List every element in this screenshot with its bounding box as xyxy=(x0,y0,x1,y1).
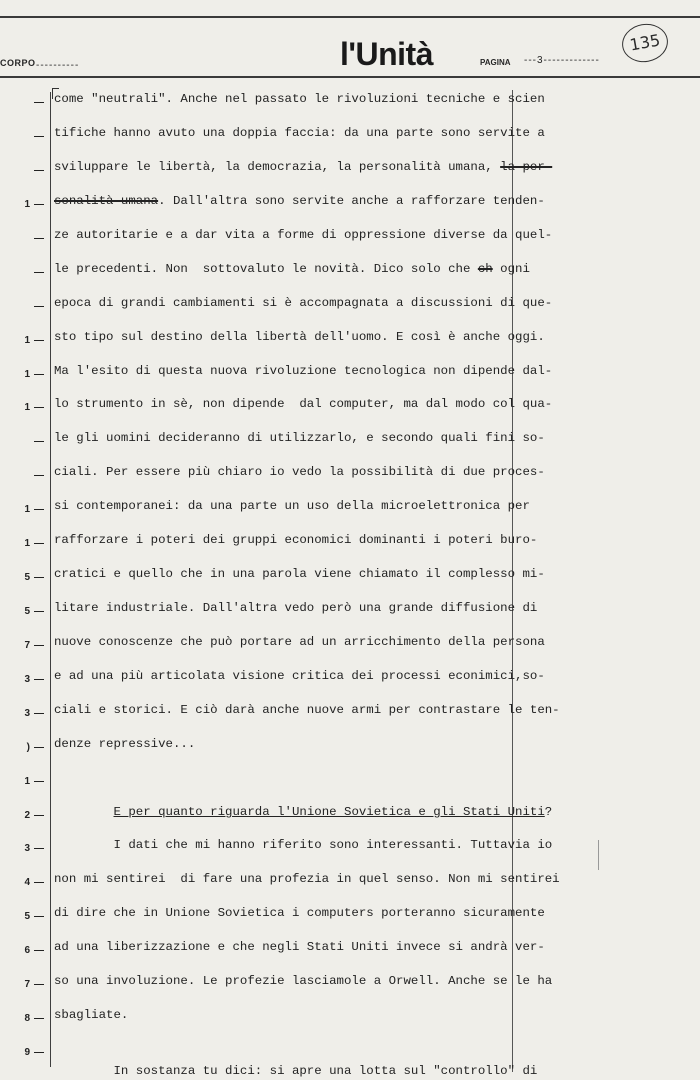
top-rule xyxy=(0,16,700,18)
line-mark-dash: — xyxy=(34,402,44,413)
line-mark xyxy=(0,640,44,651)
text-segment: ze autoritarie e a dar vita a forme di oppressione diverse da quel- xyxy=(54,228,553,242)
line-mark xyxy=(0,776,44,787)
line-mark-dash: — xyxy=(34,369,44,380)
text-segment: lo strumento in sè, non dipende dal computer, ma dal modo col qua- xyxy=(54,397,553,411)
line-mark xyxy=(0,979,44,990)
line-mark-number: 7 xyxy=(24,979,30,990)
text-segment: nuove conoscenze che può portare ad un arricchimento della persona xyxy=(54,635,545,649)
line-mark xyxy=(0,335,44,346)
text-line xyxy=(54,906,545,920)
line-mark-dash: — xyxy=(34,131,44,142)
line-mark xyxy=(0,742,44,753)
line-mark xyxy=(0,504,44,515)
line-mark-dash: — xyxy=(34,572,44,583)
pagina-label: PAGINA xyxy=(480,58,511,67)
text-segment: non mi sentirei di fare una profezia in quel senso. Non mi sentirei xyxy=(54,872,560,886)
line-mark-number: 1 xyxy=(24,369,30,380)
line-mark xyxy=(0,538,44,549)
text-line xyxy=(54,533,537,547)
line-mark-dash: — xyxy=(34,538,44,549)
text-segment: denze repressive... xyxy=(54,737,196,751)
line-mark-dash: — xyxy=(34,674,44,685)
pagina-value: ---3------------- xyxy=(524,55,600,66)
text-line xyxy=(54,1064,537,1078)
line-mark-number: ) xyxy=(26,742,30,753)
line-mark-dash: — xyxy=(34,233,44,244)
text-line xyxy=(54,567,545,581)
line-mark-number: 5 xyxy=(24,572,30,583)
text-segment: epoca di grandi cambiamenti si è accompagnata a discussioni di que- xyxy=(54,296,553,310)
text-line xyxy=(54,465,545,479)
line-mark xyxy=(0,301,44,312)
struck-text: sonalità umana xyxy=(54,194,159,208)
line-mark xyxy=(0,233,44,244)
text-segment: le gli uomini decideranno di utilizzarlo, e secondo quali fini so- xyxy=(54,431,545,445)
text-segment: so una involuzione. Le profezie lasciamole a Orwell. Anche se le ha xyxy=(54,974,553,988)
text-segment xyxy=(54,805,114,819)
line-mark xyxy=(0,1047,44,1058)
line-mark-number: 8 xyxy=(24,1013,30,1024)
corpo-label: CORPO xyxy=(0,58,36,68)
line-mark-number: 3 xyxy=(24,674,30,685)
line-mark-dash: — xyxy=(34,843,44,854)
line-mark-number: 1 xyxy=(24,335,30,346)
line-mark xyxy=(0,572,44,583)
line-mark xyxy=(0,131,44,142)
line-mark xyxy=(0,945,44,956)
text-segment: . Dall'altra sono servite anche a rafforzare tenden- xyxy=(158,194,545,208)
line-mark-dash: — xyxy=(34,267,44,278)
line-mark-number: 3 xyxy=(24,708,30,719)
text-line xyxy=(54,330,545,344)
text-segment: ogni xyxy=(492,262,530,276)
text-segment: In sostanza tu dici: si apre una lotta sul "controllo" di xyxy=(54,1064,538,1078)
text-segment: ? xyxy=(544,805,553,819)
text-segment: di dire che in Unione Sovietica i computers porteranno sicuramente xyxy=(54,906,545,920)
line-mark-number: 5 xyxy=(24,606,30,617)
header-rule xyxy=(0,76,700,78)
line-mark-number: 1 xyxy=(24,538,30,549)
line-mark-number: 1 xyxy=(24,199,30,210)
text-line xyxy=(54,160,552,174)
line-mark xyxy=(0,708,44,719)
text-segment: cratici e quello che in una parola viene chiamato il complesso mi- xyxy=(54,567,545,581)
line-mark xyxy=(0,165,44,176)
line-mark-dash: — xyxy=(34,810,44,821)
line-mark xyxy=(0,843,44,854)
text-line xyxy=(54,364,552,378)
struck-text: la per- xyxy=(500,160,553,174)
line-mark-number: 7 xyxy=(24,640,30,651)
line-mark-number: 1 xyxy=(24,402,30,413)
text-segment: I dati che mi hanno riferito sono interessanti. Tuttavia io xyxy=(54,838,553,852)
text-segment: tifiche hanno avuto una doppia faccia: da una parte sono servite a xyxy=(54,126,545,140)
text-segment: sbagliate. xyxy=(54,1008,129,1022)
text-line xyxy=(54,872,560,886)
text-segment: ad una liberizzazione e che negli Stati Uniti invece si andrà ver- xyxy=(54,940,545,954)
corpo-value: ---------- xyxy=(36,60,80,71)
line-mark xyxy=(0,369,44,380)
line-mark-number: 4 xyxy=(24,877,30,888)
left-margin-line xyxy=(50,92,51,1067)
text-line xyxy=(54,635,545,649)
line-mark-number: 1 xyxy=(24,504,30,515)
text-line xyxy=(54,228,552,242)
text-line xyxy=(54,431,545,445)
page-number-stamp: 135 xyxy=(619,20,671,65)
text-segment: rafforzare i poteri dei gruppi economici dominanti i poteri buro- xyxy=(54,533,538,547)
text-line xyxy=(54,499,530,513)
text-line xyxy=(54,296,552,310)
text-segment: Ma l'esito di questa nuova rivoluzione tecnologica non dipende dal- xyxy=(54,364,553,378)
line-mark-dash: — xyxy=(34,504,44,515)
line-mark xyxy=(0,911,44,922)
line-number-gutter xyxy=(0,0,48,1080)
text-segment: ciali. Per essere più chiaro io vedo la possibilità di due proces- xyxy=(54,465,545,479)
line-mark xyxy=(0,810,44,821)
line-mark xyxy=(0,877,44,888)
text-segment: sviluppare le libertà, la democrazia, la personalità umana, xyxy=(54,160,501,174)
text-segment: e ad una più articolata visione critica dei processi econimici,so- xyxy=(54,669,545,683)
line-mark-dash: — xyxy=(34,742,44,753)
text-line xyxy=(54,737,195,751)
line-mark xyxy=(0,267,44,278)
line-mark-dash: — xyxy=(34,335,44,346)
line-mark-dash: — xyxy=(34,606,44,617)
line-mark-dash: — xyxy=(34,1047,44,1058)
line-mark xyxy=(0,470,44,481)
line-mark-number: 2 xyxy=(24,810,30,821)
text-segment: litare industriale. Dall'altra vedo però una grande diffusione di xyxy=(54,601,538,615)
line-mark-number: 6 xyxy=(24,945,30,956)
text-line xyxy=(54,669,545,683)
line-mark-dash: — xyxy=(34,911,44,922)
masthead-title: l'Unità xyxy=(340,36,433,72)
text-line xyxy=(54,838,552,852)
text-line xyxy=(54,92,545,106)
line-mark xyxy=(0,436,44,447)
text-segment: come "neutrali". Anche nel passato le rivoluzioni tecniche e scien xyxy=(54,92,545,106)
line-mark-dash: — xyxy=(34,640,44,651)
line-mark-dash: — xyxy=(34,708,44,719)
text-line xyxy=(54,940,545,954)
line-mark xyxy=(0,97,44,108)
line-mark-dash: — xyxy=(34,776,44,787)
text-line xyxy=(54,1008,128,1022)
text-segment: ciali e storici. E ciò darà anche nuove armi per contrastare le ten- xyxy=(54,703,560,717)
line-mark-number: 5 xyxy=(24,911,30,922)
text-line xyxy=(54,805,552,819)
text-line xyxy=(54,194,545,208)
line-mark-number: 1 xyxy=(24,776,30,787)
text-segment: si contemporanei: da una parte un uso della microelettronica per xyxy=(54,499,530,513)
text-line xyxy=(54,262,530,276)
underlined-question: E per quanto riguarda l'Unione Sovietica e gli Stati Uniti xyxy=(113,805,545,819)
line-mark xyxy=(0,199,44,210)
line-mark-dash: — xyxy=(34,199,44,210)
struck-text: ch xyxy=(477,262,493,276)
line-mark-dash: — xyxy=(34,470,44,481)
text-segment: le precedenti. Non sottovaluto le novità. Dico solo che xyxy=(54,262,478,276)
text-line xyxy=(54,601,537,615)
text-line xyxy=(54,397,552,411)
text-segment: sto tipo sul destino della libertà dell'uomo. E così è anche oggi. xyxy=(54,330,545,344)
line-mark-dash: — xyxy=(34,1013,44,1024)
line-mark xyxy=(0,1013,44,1024)
line-mark-dash: — xyxy=(34,945,44,956)
line-mark-dash: — xyxy=(34,301,44,312)
line-mark-dash: — xyxy=(34,436,44,447)
line-mark xyxy=(0,606,44,617)
line-mark-dash: — xyxy=(34,979,44,990)
edge-mark xyxy=(598,840,599,870)
line-mark-number: 3 xyxy=(24,843,30,854)
text-line xyxy=(54,126,545,140)
line-mark-dash: — xyxy=(34,877,44,888)
line-mark xyxy=(0,674,44,685)
line-mark-dash: — xyxy=(34,165,44,176)
line-mark-number: 9 xyxy=(24,1047,30,1058)
line-mark xyxy=(0,402,44,413)
text-line xyxy=(54,974,552,988)
line-mark-dash: — xyxy=(34,97,44,108)
text-line xyxy=(54,703,560,717)
